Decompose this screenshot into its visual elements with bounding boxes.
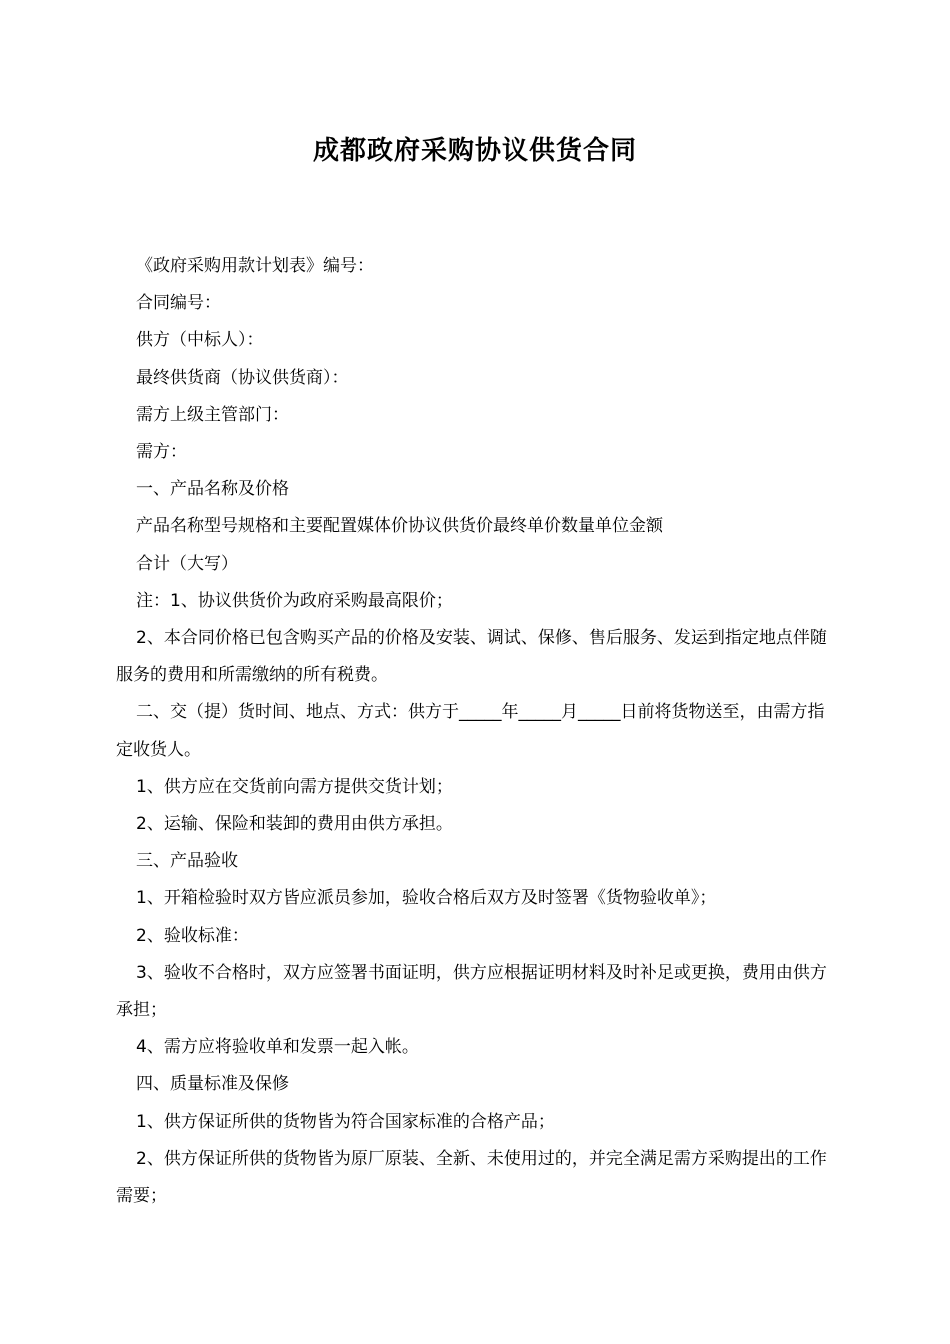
- paragraph: 需方：: [136, 442, 187, 463]
- paragraph: 4、需方应将验收单和发票一起入帐。: [136, 1037, 419, 1058]
- paragraph: 注：1、协议供货价为政府采购最高限价；: [136, 590, 453, 611]
- document-body: [116, 248, 838, 1215]
- paragraph: 最终供货商（协议供货商）：: [136, 367, 349, 388]
- section-heading: 四、质量标准及保修: [136, 1074, 289, 1095]
- paragraph: 1、供方应在交货前向需方提供交货计划；: [136, 776, 453, 797]
- paragraph: 2、供方保证所供的货物皆为原厂原装、全新、未使用过的，并完全满足需方采购提出的工作需要；: [116, 1148, 827, 1207]
- paragraph: 合计（大写）: [136, 553, 238, 574]
- section-heading: 二、交（提）货时间、地点、方式：供方于_____年_____月_____日前将货物送至，由需方指定收货人。: [116, 702, 825, 760]
- paragraph: 1、开箱检验时双方皆应派员参加，验收合格后双方及时签署《货物验收单》；: [136, 888, 717, 909]
- paragraph: 1、供方保证所供的货物皆为符合国家标准的合格产品；: [136, 1111, 555, 1132]
- paragraph: 2、验收标准：: [136, 925, 249, 946]
- paragraph: 需方上级主管部门：: [136, 404, 289, 425]
- paragraph: 合同编号：: [136, 293, 221, 314]
- paragraph: 《政府采购用款计划表》编号：: [136, 256, 374, 276]
- paragraph: 供方（中标人）：: [136, 330, 264, 351]
- section-heading: 三、产品验收: [136, 851, 238, 872]
- paragraph: 产品名称型号规格和主要配置媒体价协议供货价最终单价数量单位金额: [136, 516, 663, 537]
- document-title: 成都政府采购协议供货合同: [312, 136, 637, 166]
- paragraph: 2、运输、保险和装卸的费用由供方承担。: [136, 814, 453, 835]
- section-heading: 一、产品名称及价格: [136, 479, 289, 500]
- paragraph: 2、本合同价格已包含购买产品的价格及安装、调试、保修、售后服务、发运到指定地点伴随服务的费用和所需缴纳的所有税费。: [116, 628, 827, 686]
- paragraph: 3、验收不合格时，双方应签署书面证明，供方应根据证明材料及时补足或更换，费用由供方承担；: [116, 962, 827, 1021]
